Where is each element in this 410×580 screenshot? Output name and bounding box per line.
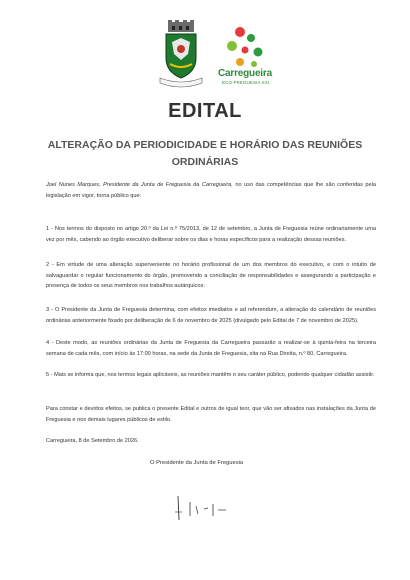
brand-subtitle: ECO-FREGUESIA XXI	[222, 80, 270, 85]
date-line: Carregueira, 8 de Setembro de 2026.	[46, 438, 139, 444]
paragraph-5: 5 - Mais se informa que, nos termos legais aplicáveis, as reuniões mantêm o seu caráter público, podendo qualquer cidadão assistir.	[46, 372, 375, 378]
paragraph-1: 1 - Nos termos do disposto no artigo 20.º da Lei n.º 75/2013, de 12 de setembro, a Junta de Freguesia reúne ordinariamente uma vez por mês, cabendo ao órgão executivo deliberar sobre os dias e horas específicos para a realização dessas reuniões.	[46, 226, 376, 243]
intro-text: no uso das competências que lhe são conferidas pela legislação em vigor, torna público que:	[46, 182, 376, 199]
intro-paragraph	[46, 180, 376, 201]
closing-paragraph: Para constar e devidos efeitos, se publica o presente Edital e outros de igual teor, que vão ser afixados nas instalações da Junta de Freguesia e nos demais lugares públicos de estilo.	[46, 406, 376, 423]
coat-of-arms-logo	[154, 20, 208, 90]
brand-name: Carregueira	[218, 68, 272, 79]
paragraph-2: 2 - Em virtude de uma alteração superveniente no horário profissional de um dos membros do executivo, e com o intuito de salvaguardar o regular funcionamento do órgão, promovendo a conciliação de responsabilidades e assegurando a participação e presença de todos os seus membros nos trabalhos autárquicos:	[46, 262, 376, 289]
paragraph-4: 4 - Deste modo, as reuniões ordinárias da Junta de Freguesia da Carregueira passarão a realizar-se à quinta-feira na terceira semana de cada mês, com início às 17:00 horas, na sede da Junta de Freguesia, sita na Rua Direita, n.º 80, Carregueira.	[46, 340, 376, 357]
document-title: EDITAL	[168, 100, 242, 122]
intro-italic-lead: Joel Nunes Marques, Presidente da Junta de Freguesia da Carregueira,	[46, 182, 233, 188]
handwritten-signature	[172, 492, 234, 522]
document-subtitle: ALTERAÇÃO DA PERIODICIDADE E HORÁRIO DAS REUNIÕES ORDINÁRIAS	[47, 139, 363, 168]
signer-title: O Presidente da Junta de Freguesia	[150, 460, 244, 466]
paragraph-3: 3 - O Presidente da Junta de Freguesia determina, com efeitos imediatos e ad referendum, a alteração do calendário de reuniões ordinárias anteriormente fixado por deliberação de 6 de novembro de 2025 (divulgado pelo Edital de 7 de novembro de 2025).	[46, 307, 376, 324]
